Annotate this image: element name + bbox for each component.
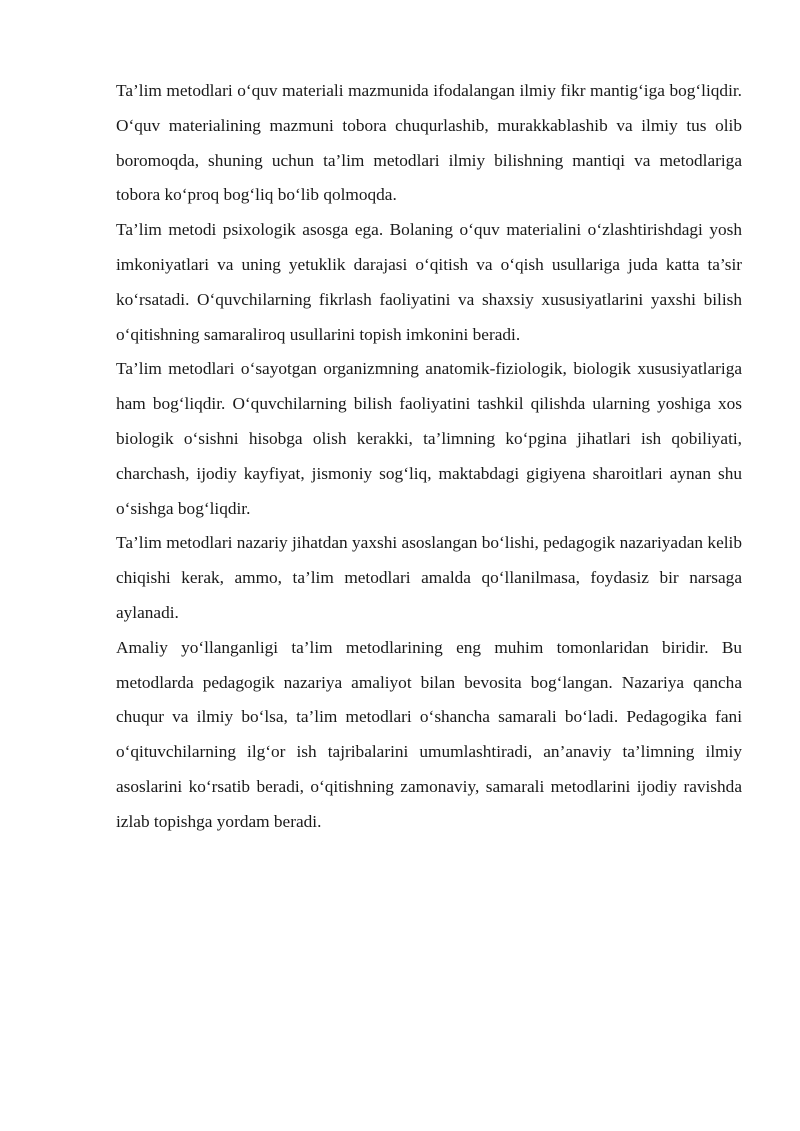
paragraph-1: Ta’lim metodlari o‘quv materiali mazmunida ifodalangan ilmiy fikr mantig‘iga bog‘liqdir. O‘quv materialining mazmuni tobora chuqurlashib, murakkablashib va ilmiy tus olib boromoqda, shuning uchun ta’lim metodlari ilmiy bilishning mantiqi va metodlariga tobora ko‘proq bog‘liq bo‘lib qolmoqda. [116, 81, 742, 205]
document-body [116, 74, 742, 840]
paragraph-2: Ta’lim metodi psixologik asosga ega. Bolaning o‘quv materialini o‘zlashtirishdagi yosh imkoniyatlari va uning yetuklik darajasi o‘qitish va o‘qish usullariga juda katta ta’sir ko‘rsatadi. O‘quvchilarning fikrlash faoliyatini va shaxsiy xususiyatlarini yaxshi bilish o‘qitishning samaraliroq usullarini topish imkonini beradi. [116, 220, 742, 344]
paragraph-5: Amaliy yo‘llanganligi ta’lim metodlarining eng muhim tomonlaridan biridir. Bu metodlarda pedagogik nazariya amaliyot bilan bevosita bog‘langan. Nazariya qancha chuqur va ilmiy bo‘lsa, ta’lim metodlari o‘shancha samarali bo‘ladi. Pedagogika fani o‘qituvchilarning ilg‘or ish tajribalarini umumlashtiradi, an’anaviy ta’limning ilmiy asoslarini ko‘rsatib beradi, o‘qitishning zamonaviy, samarali metodlarini ijodiy ravishda izlab topishga yordam beradi. [116, 637, 742, 831]
paragraph-4: Ta’lim metodlari nazariy jihatdan yaxshi asoslangan bo‘lishi, pedagogik nazariyadan kelib chiqishi kerak, ammo, ta’lim metodlari amalda qo‘llanilmasa, foydasiz bir narsaga aylanadi. [116, 533, 742, 622]
paragraph-3: Ta’lim metodlari o‘sayotgan organizmning anatomik-fiziologik, biologik xususiyatlariga ham bog‘liqdir. O‘quvchilarning bilish faoliyatini tashkil qilishda ularning yoshiga xos biologik o‘sishni hisobga olish kerakki, ta’limning ko‘pgina jihatlari ish qobiliyati, charchash, ijodiy kayfiyat, jismoniy sog‘liq, maktabdagi gigiyena sharoitlari aynan shu o‘sishga bog‘liqdir. [116, 359, 742, 518]
